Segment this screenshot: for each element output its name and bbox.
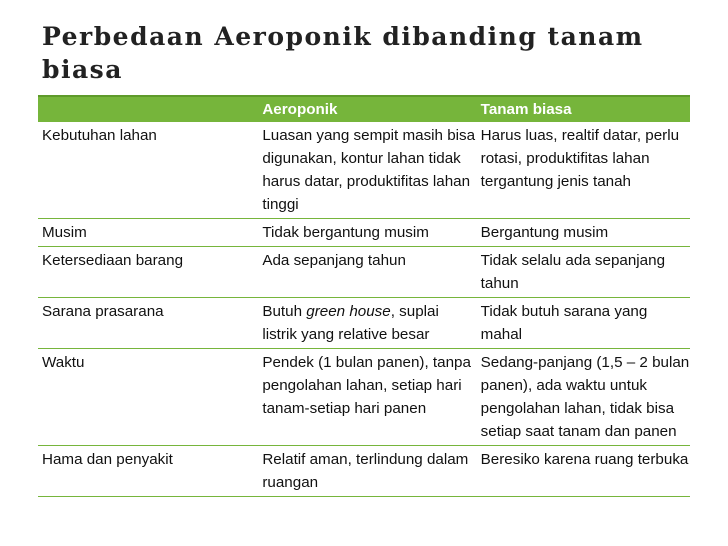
header-tanam-biasa: Tanam biasa bbox=[480, 101, 572, 118]
table-header-row bbox=[38, 97, 690, 122]
comparison-table bbox=[38, 97, 690, 497]
row-aeroponik: Ada sepanjang tahun bbox=[262, 252, 406, 269]
header-aeroponik: Aeroponik bbox=[262, 101, 338, 118]
row-tanam-biasa: Tidak butuh sarana yang mahal bbox=[480, 303, 648, 343]
row-aeroponik-post: , suplai listrik yang relative besar bbox=[262, 303, 439, 343]
row-tanam-biasa: Harus luas, realtif datar, perlu rotasi, produktifitas lahan tergantung jenis tanah bbox=[480, 127, 680, 190]
table-row bbox=[38, 446, 690, 497]
row-tanam-biasa: Sedang-panjang (1,5 – 2 bulan panen), ada waktu untuk pengolahan lahan, tidak bisa setiap saat tanam dan panen bbox=[480, 354, 690, 440]
row-aspect: Waktu bbox=[42, 354, 85, 371]
row-aeroponik-em: green house bbox=[306, 303, 391, 320]
table-row bbox=[38, 219, 690, 247]
row-aspect: Kebutuhan lahan bbox=[42, 127, 157, 144]
row-aeroponik: Relatif aman, terlindung dalam ruangan bbox=[262, 451, 469, 491]
table-row bbox=[38, 349, 690, 446]
row-aeroponik bbox=[258, 298, 476, 349]
row-aeroponik: Luasan yang sempit masih bisa digunakan, kontur lahan tidak harus datar, produktifitas lahan tinggi bbox=[262, 127, 476, 213]
row-aspect: Ketersediaan barang bbox=[42, 252, 184, 269]
row-aspect: Musim bbox=[42, 224, 87, 241]
row-aeroponik: Tidak bergantung musim bbox=[262, 224, 429, 241]
header-aspect bbox=[38, 97, 258, 122]
row-tanam-biasa: Tidak selalu ada sepanjang tahun bbox=[480, 252, 666, 292]
row-tanam-biasa: Beresiko karena ruang terbuka bbox=[480, 451, 689, 468]
row-aeroponik: Pendek (1 bulan panen), tanpa pengolahan lahan, setiap hari tanam-setiap hari panen bbox=[262, 354, 471, 417]
row-tanam-biasa: Bergantung musim bbox=[480, 224, 609, 241]
row-aspect: Sarana prasarana bbox=[42, 303, 164, 320]
table-row bbox=[38, 298, 690, 349]
row-aspect: Hama dan penyakit bbox=[42, 451, 173, 468]
table-row bbox=[38, 122, 690, 219]
row-aeroponik-pre: Butuh bbox=[262, 303, 307, 320]
slide-title: Perbedaan Aeroponik dibanding tanam biasa bbox=[42, 22, 644, 84]
table-row bbox=[38, 247, 690, 298]
